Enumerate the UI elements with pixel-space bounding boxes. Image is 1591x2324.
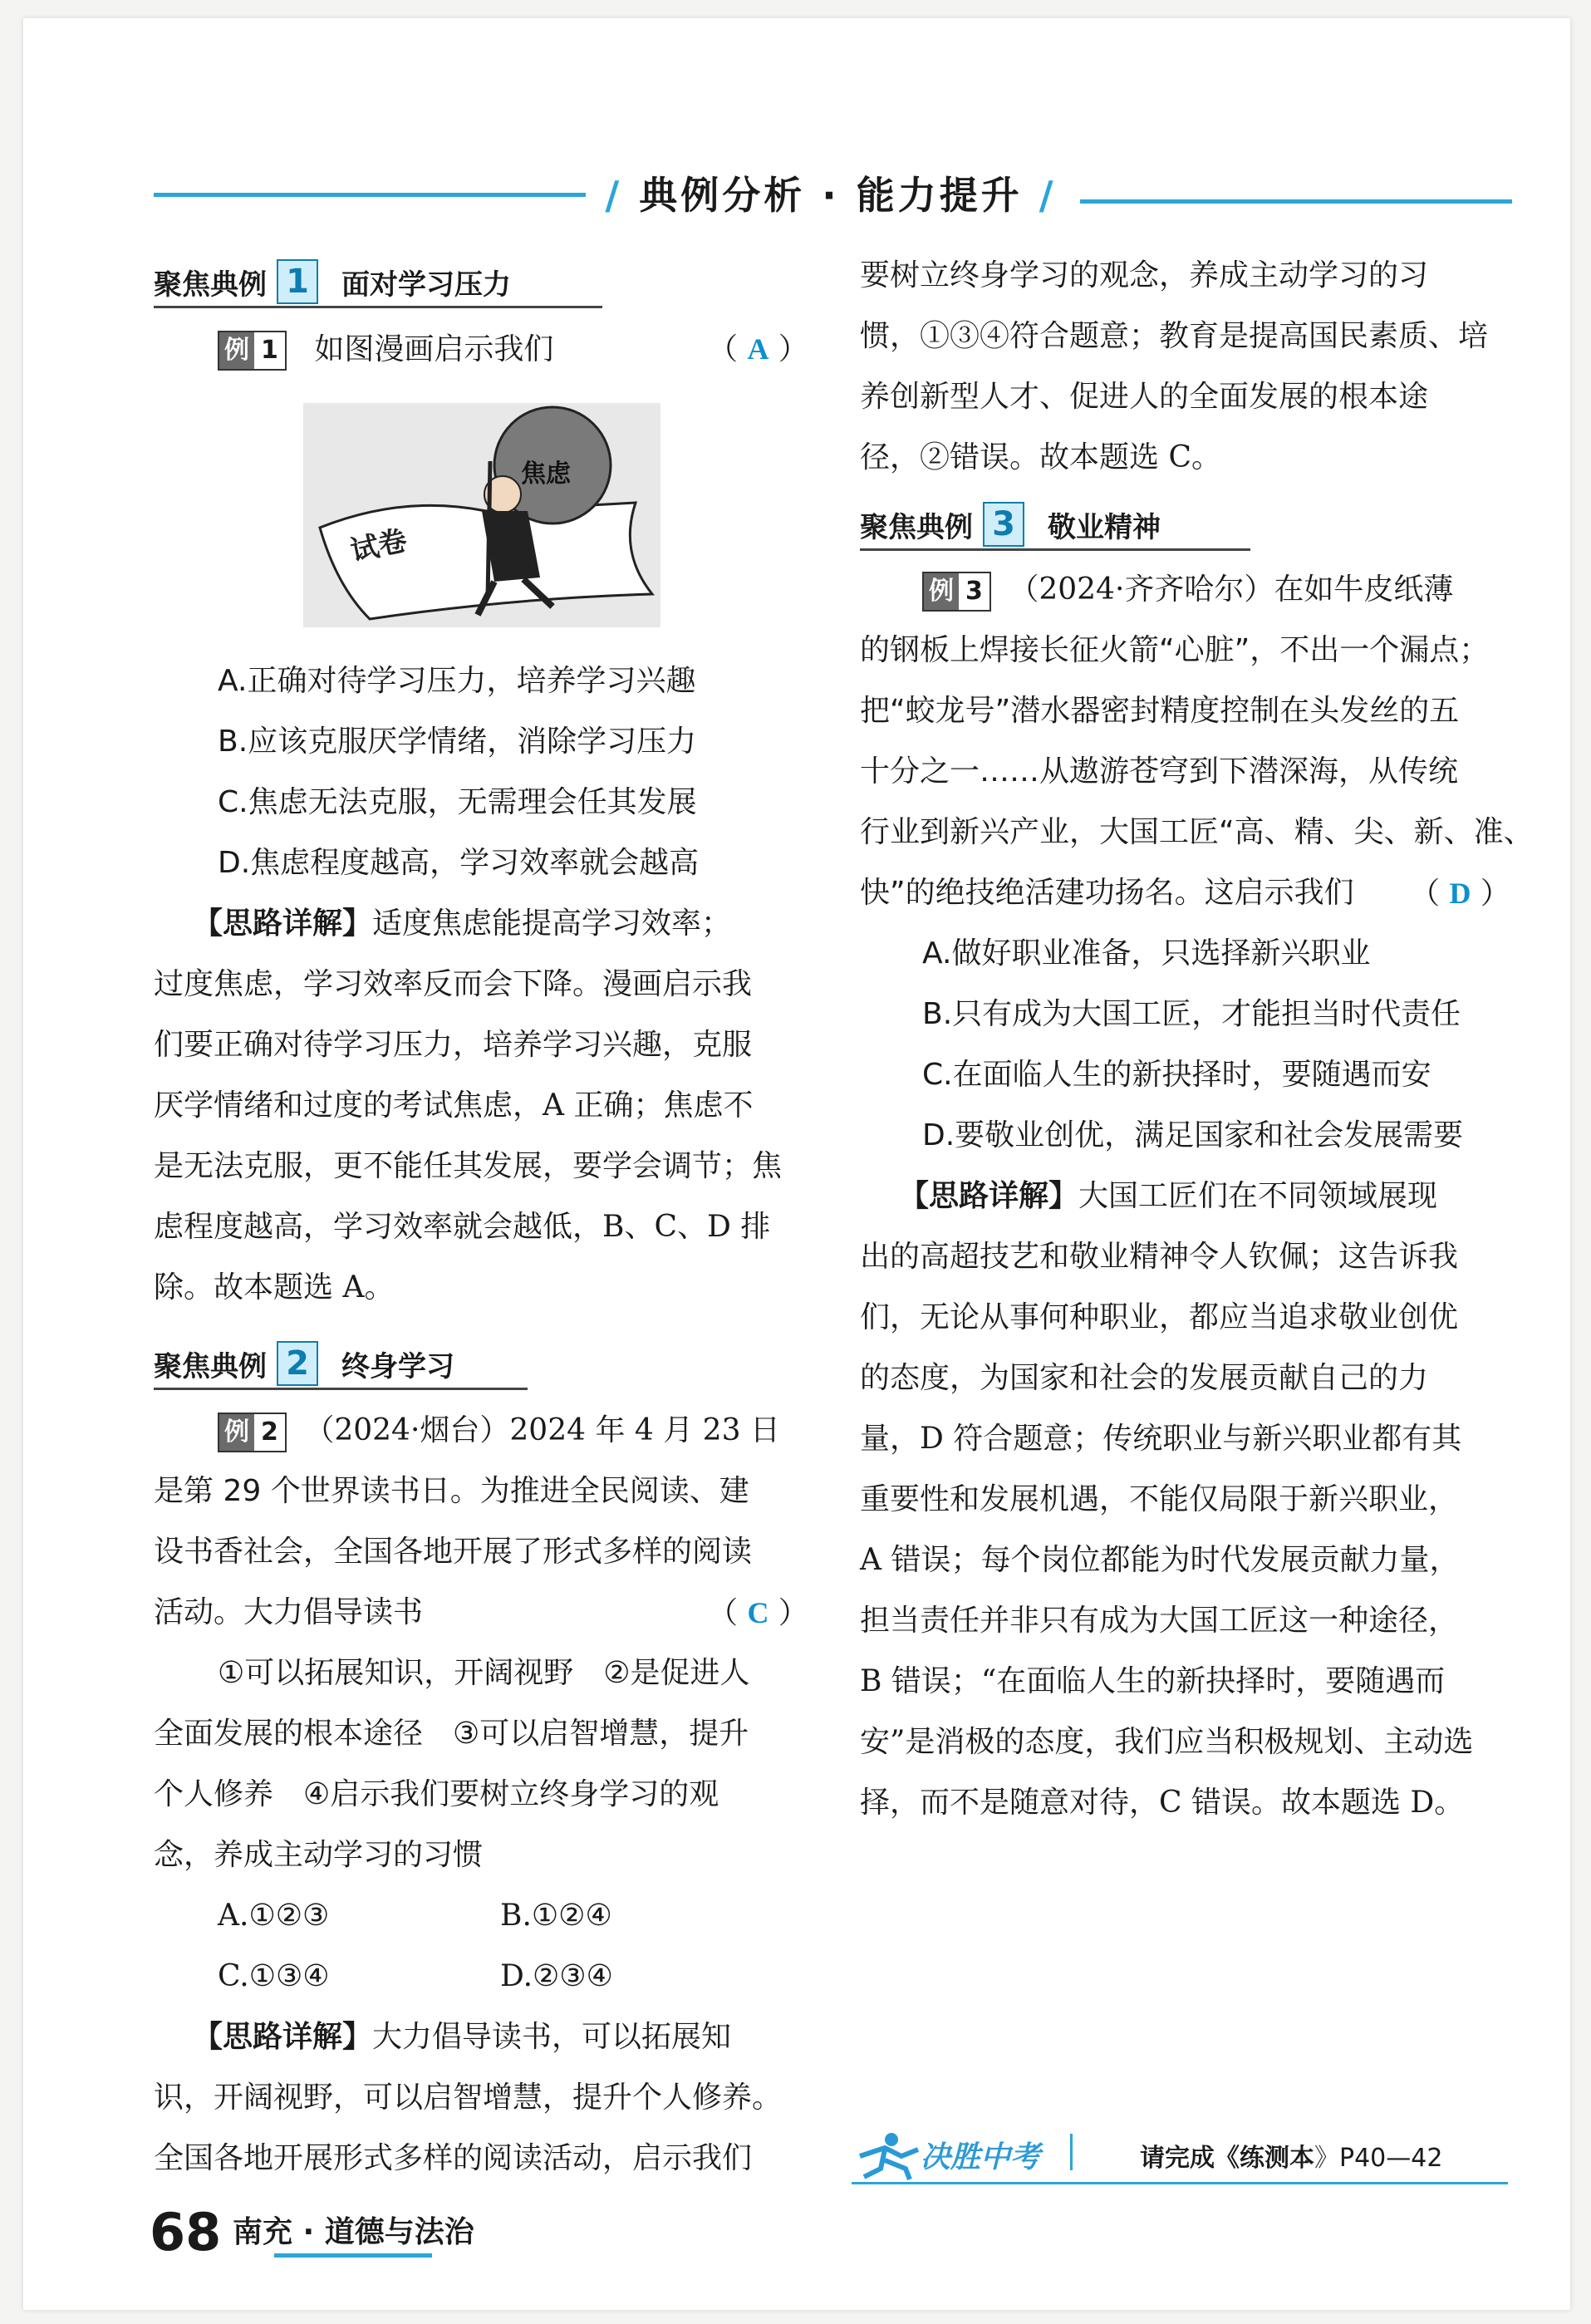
ex2-analysis-cont-line: 要树立终身学习的观念，养成主动学习的习	[860, 258, 1429, 292]
ex3-analysis-line: 出的高超技艺和敬业精神令人钦佩；这告诉我	[860, 1240, 1459, 1274]
ex2-analysis-line: 全国各地开展形式多样的阅读活动，启示我们	[154, 2141, 753, 2175]
ex3-option-b: B.只有成为大国工匠，才能担当时代责任	[922, 997, 1461, 1031]
ex2-option-b: B.①②④	[500, 1899, 612, 1933]
section-title: / 典例分析 · 能力提升 /	[605, 173, 1057, 218]
ex1-analysis-line: 厌学情绪和过度的考试焦虑，A 正确；焦虑不	[154, 1088, 754, 1123]
answer-bracket-1: （ A ）	[708, 332, 808, 366]
ex2-analysis-cont-line: 养创新型人才、促进人的全面发展的根本途	[860, 380, 1429, 414]
ex1-analysis-line: 们要正确对待学习压力，培养学习兴趣，克服	[154, 1028, 753, 1062]
ex2-stem-line: 是第 29 个世界读书日。为推进全民阅读、建	[154, 1474, 749, 1508]
ex3-option-d: D.要敬业创优，满足国家和社会发展需要	[922, 1118, 1464, 1152]
example-1-stem: 例 1 如图漫画启示我们	[218, 331, 553, 371]
page-number: 68	[150, 2202, 222, 2263]
ex3-analysis-line: 重要性和发展机遇，不能仅局限于新兴职业，	[860, 1482, 1459, 1516]
ex2-analysis-cont-line: 惯，①③④符合题意；教育是提高国民素质、培	[860, 319, 1489, 353]
ex1-analysis-line: 是无法克服，更不能任其发展，要学会调节；焦	[154, 1149, 783, 1183]
ex2-items-line: 全面发展的根本途径 ③可以启智增慧，提升	[154, 1717, 749, 1751]
ex2-analysis-line: 识，开阔视野，可以启智增慧，提升个人修养。	[154, 2081, 783, 2115]
brand-divider	[1070, 2134, 1073, 2170]
burden-label: 焦虑	[521, 459, 571, 489]
ex1-option-a: A.正确对待学习压力，培养学习兴趣	[218, 664, 696, 698]
ex3-stem-line: 行业到新兴产业，大国工匠“高、精、尖、新、准、	[860, 815, 1534, 849]
brand-name: 决胜中考	[921, 2140, 1041, 2174]
ex3-analysis-line: A 错误；每个岗位都能为时代发展贡献力量，	[860, 1543, 1460, 1577]
ex2-option-d: D.②③④	[500, 1959, 613, 1993]
ex3-analysis-line: 担当责任并非只有成为大国工匠这一种途径，	[860, 1604, 1459, 1638]
focus-heading-1: 聚焦典例 1 面对学习压力	[154, 258, 602, 308]
ex3-stem-line: 把“蛟龙号”潜水器密封精度控制在头发丝的五	[860, 694, 1460, 728]
ex1-analysis: 【思路详解】适度焦虑能提高学习效率；	[193, 907, 732, 941]
book-title: 南充 · 道德与法治	[233, 2215, 474, 2249]
workbook-link[interactable]: 请完成《练测本》P40—42	[1140, 2144, 1443, 2173]
focus-heading-3: 聚焦典例 3 敬业精神	[860, 500, 1250, 551]
answer-bracket-2: （ C ）	[708, 1596, 808, 1630]
ex1-option-b: B.应该克服厌学情绪，消除学习压力	[218, 725, 697, 759]
header-rule-right	[1080, 199, 1512, 204]
ex3-analysis-line: B 错误；“在面临人生的新抉择时，要随遇而	[860, 1664, 1446, 1698]
ex2-items-line: 个人修养 ④启示我们要树立终身学习的观	[154, 1777, 719, 1811]
example-tag: 例 1	[218, 331, 287, 371]
ex3-analysis-line: 们，无论从事何种职业，都应当追求敬业创优	[860, 1300, 1459, 1334]
ex3-analysis-line: 安”是消极的态度，我们应当积极规划、主动选	[860, 1725, 1474, 1759]
header-rule-left	[154, 193, 586, 197]
footer-rule-left	[274, 2253, 432, 2258]
ex2-stem-line: 活动。大力倡导读书	[154, 1595, 424, 1629]
ex3-option-c: C.在面临人生的新抉择时，要随遇而安	[922, 1058, 1431, 1092]
cartoon-illustration	[303, 403, 660, 627]
example-tag: 例 2	[218, 1413, 287, 1452]
ex1-option-d: D.焦虑程度越高，学习效率就会越高	[218, 846, 700, 880]
ex1-option-c: C.焦虑无法克服，无需理会任其发展	[218, 785, 697, 819]
focus-heading-2: 聚焦典例 2 终身学习	[154, 1339, 528, 1390]
ex2-items-line: ①可以拓展知识，开阔视野 ②是促进人	[218, 1656, 750, 1690]
ex1-analysis-line: 虑程度越高，学习效率就会越低，B、C、D 排	[154, 1210, 771, 1244]
ex3-stem-line: 的钢板上焊接长征火箭“心脏”，不出一个漏点；	[860, 633, 1490, 667]
ex2-option-a: A.①②③	[218, 1899, 330, 1933]
ex3-analysis-line: 量，D 符合题意；传统职业与新兴职业都有其	[860, 1422, 1462, 1456]
paper-label: 试卷	[347, 523, 410, 568]
ex2-option-c: C.①③④	[218, 1959, 330, 1993]
ex3-analysis: 【思路详解】大国工匠们在不同领域展现	[899, 1179, 1438, 1213]
example-2-stem: 例 2 （2024·烟台）2024 年 4 月 23 日	[218, 1413, 780, 1452]
ex2-analysis: 【思路详解】大力倡导读书，可以拓展知	[193, 2020, 732, 2054]
ex3-analysis-line: 的态度，为国家和社会的发展贡献自己的力	[860, 1361, 1429, 1395]
example-tag: 例 3	[922, 572, 991, 612]
ex3-option-a: A.做好职业准备，只选择新兴职业	[922, 936, 1371, 970]
ex1-analysis-line: 过度焦虑，学习效率反而会下降。漫画启示我	[154, 967, 753, 1001]
ex3-stem-last: 快”的绝技绝活建功扬名。这启示我们 （ D ）	[860, 876, 1510, 911]
ex3-analysis-line: 择，而不是随意对待，C 错误。故本题选 D。	[860, 1786, 1465, 1820]
footer-rule-right	[852, 2182, 1508, 2184]
ex2-stem-line: 设书香社会，全国各地开展了形式多样的阅读	[154, 1535, 753, 1569]
ex2-analysis-cont-line: 径，②错误。故本题选 C。	[860, 440, 1221, 474]
ex3-stem-line: 十分之一……从遨游苍穹到下潜深海，从传统	[860, 754, 1459, 789]
ex2-items-line: 念，养成主动学习的习惯	[154, 1838, 484, 1872]
example-3-stem: 例 3 （2024·齐齐哈尔）在如牛皮纸薄	[922, 572, 1453, 612]
ex1-analysis-line: 除。故本题选 A。	[154, 1270, 395, 1304]
